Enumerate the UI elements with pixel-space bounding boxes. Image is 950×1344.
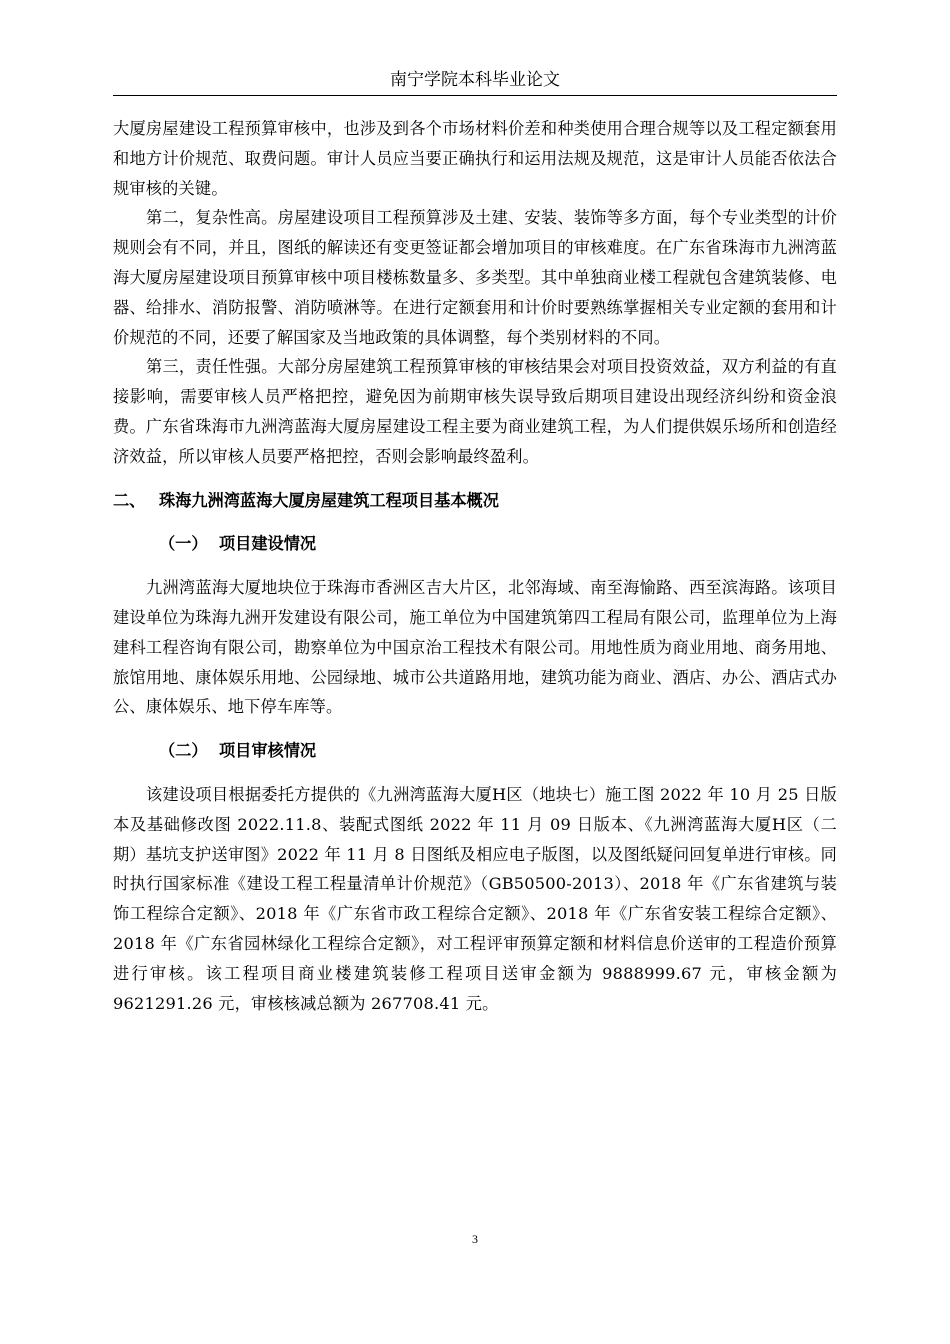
subsection-heading-audit (113, 736, 837, 766)
paragraph-project-construction: 九洲湾蓝海大厦地块位于珠海市香洲区吉大片区，北邻海域、南至海愉路、西至滨海路。该项目建设单位为珠海九洲开发建设有限公司，施工单位为中国建筑第四工程局有限公司，监理单位为上海建科工程咨询有限公司，勘察单位为中国京治工程技术有限公司。用地性质为商业用地、商务用地、旅馆用地、康体娱乐用地、公园绿地、城市公共道路用地，建筑功能为商业、酒店、办公、酒店式办公、康体娱乐、地下停车库等。 (113, 578, 837, 717)
page-number: 3 (472, 1232, 478, 1246)
paragraph-project-audit: 该建设项目根据委托方提供的《九洲湾蓝海大厦H区（地块七）施工图 2022 年 10 月 25 日版本及基础修改图 2022.11.8、装配式图纸 2022 年 11 月 09 日版本、《九洲湾蓝海大厦H区（二期）基坑支护送审图》2022 年 11 月 8 日图纸及相应电子版图，以及图纸疑问回复单进行审核。同时执行国家标准《建设工程工程量清单计价规范》（GB50500-2013）、2018 年《广东省建筑与装饰工程综合定额》、2018 年《广东省市政工程综合定额》、2018 年《广东省安装工程综合定额》、2018 年《广东省园林绿化工程综合定额》，对工程评审预算定额和材料信息价送审的工程造价预算进行审核。该工程项目商业楼建筑装修工程项目送审金额为 9888999.67 元，审核金额为 9621291.26 元，审核核减总额为 267708.41 元。 (113, 784, 837, 1013)
body-text (113, 114, 837, 1018)
header-rule (113, 95, 837, 96)
running-header: 南宁学院本科毕业论文 (390, 70, 560, 90)
subsection-title: 项目审核情况 (219, 741, 317, 761)
section-heading (113, 486, 837, 516)
subsection-number: （二） (159, 741, 208, 761)
section-title: 珠海九洲湾蓝海大厦房屋建筑工程项目基本概况 (159, 490, 499, 510)
subsection-title: 项目建设情况 (219, 534, 317, 554)
paragraph-continued: 大厦房屋建设工程预算审核中，也涉及到各个市场材料价差和种类使用合理合规等以及工程定额套用和地方计价规范、取费问题。审计人员应当要正确执行和运用法规及规范，这是审计人员能否依法合规审核的关键。 (113, 119, 837, 198)
subsection-number: （一） (159, 534, 208, 554)
subsection-heading-construction (113, 529, 837, 559)
section-number: 二、 (113, 490, 146, 510)
paragraph-responsibility: 第三，责任性强。大部分房屋建筑工程预算审核的审核结果会对项目投资效益，双方利益的有直接影响，需要审核人员严格把控，避免因为前期审核失误导致后期项目建设出现经济纠纷和资金浪费。广东省珠海市九洲湾蓝海大厦房屋建设工程主要为商业建筑工程，为人们提供娱乐场所和创造经济效益，所以审核人员要严格把控，否则会影响最终盈利。 (113, 357, 837, 466)
paragraph-complexity: 第二，复杂性高。房屋建设项目工程预算涉及土建、安装、装饰等多方面，每个专业类型的计价规则会有不同，并且，图纸的解读还有变更签证都会增加项目的审核难度。在广东省珠海市九洲湾蓝海大厦房屋建设项目预算审核中项目楼栋数量多、多类型。其中单独商业楼工程就包含建筑装修、电器、给排水、消防报警、消防喷淋等。在进行定额套用和计价时要熟练掌握相关专业定额的套用和计价规范的不同，还要了解国家及当地政策的具体调整，每个类别材料的不同。 (113, 208, 837, 347)
